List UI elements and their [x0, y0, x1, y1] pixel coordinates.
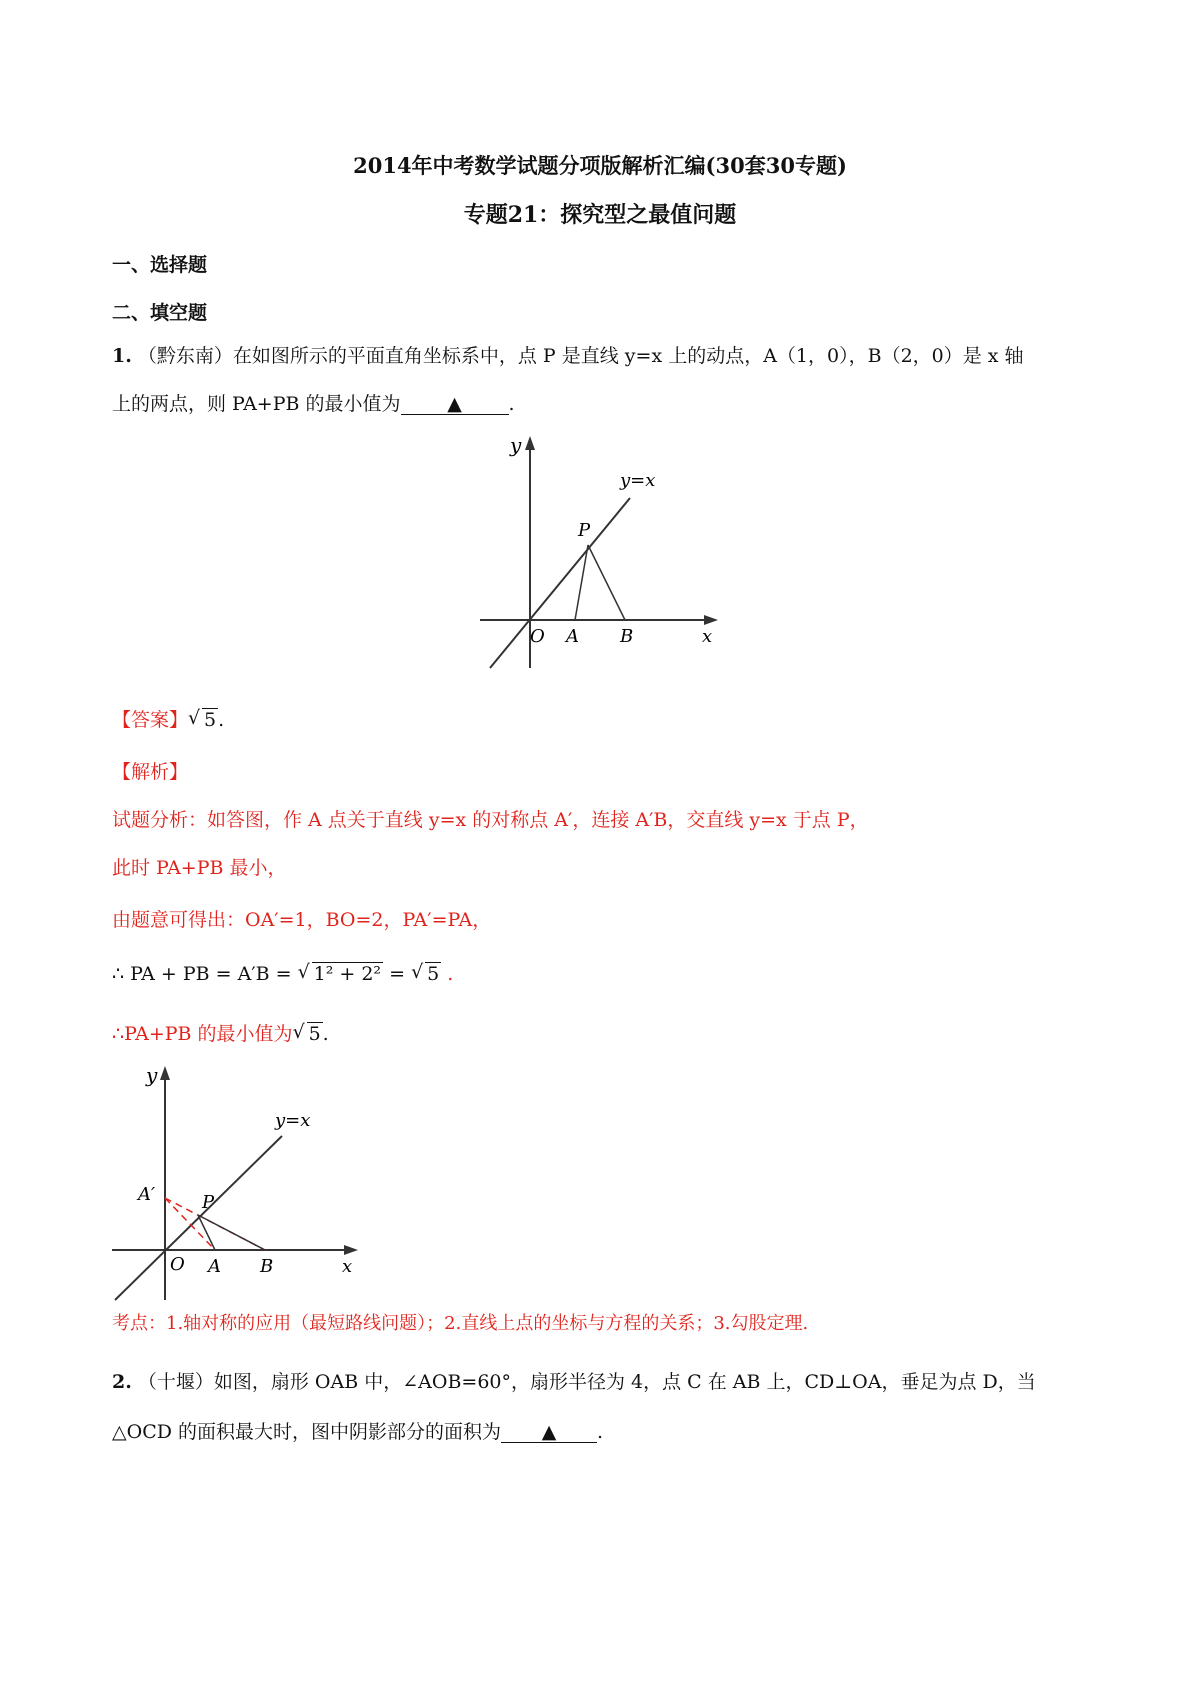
- min-value-period: .: [322, 1023, 329, 1045]
- label-b: B: [620, 626, 634, 647]
- label-x: x: [342, 1256, 353, 1277]
- analysis-line2: 此时 PA+PB 最小，: [112, 857, 287, 879]
- label-p: P: [578, 520, 591, 541]
- label-o: O: [530, 626, 545, 647]
- answer-label: 【答案】: [112, 709, 189, 731]
- y-axis-arrow: [160, 1066, 170, 1080]
- formula-period: .: [441, 963, 454, 985]
- label-a: A: [566, 626, 579, 647]
- analysis-line3: 由题意可得出：OA′=1，BO=2，PA′=PA，: [112, 909, 492, 931]
- q2-number: 2.: [112, 1371, 132, 1393]
- q1-line2: [112, 392, 515, 416]
- q2-period: .: [597, 1421, 604, 1443]
- q1-answer-figure: [110, 1060, 370, 1305]
- label-p: P: [202, 1192, 215, 1213]
- q1-line1: [112, 344, 1024, 368]
- q1-text2: 上的两点，则 PA+PB 的最小值为: [112, 393, 401, 415]
- formula-equals: =: [383, 963, 412, 985]
- analysis-line1: 试题分析：如答图，作 A 点关于直线 y=x 的对称点 A′，连接 A′B，交直线 y=x 于点 P，: [112, 809, 869, 831]
- x-axis-arrow: [704, 615, 718, 625]
- formula-radicand1: 1² + 2²: [313, 963, 382, 985]
- label-a-prime: A′: [138, 1184, 156, 1205]
- page-title: 2014年中考数学试题分项版解析汇编(30套30专题): [353, 153, 847, 178]
- analysis-label: 【解析】: [112, 761, 189, 783]
- label-y: y: [510, 433, 522, 457]
- formula-sqrt1: √ 1² + 2²: [297, 961, 382, 985]
- label-b: B: [260, 1256, 274, 1277]
- q2-answer-blank: ▲: [501, 1422, 597, 1443]
- q2-line1: [112, 1370, 1036, 1394]
- q1-answer-blank: ▲: [401, 394, 509, 415]
- label-o: O: [170, 1254, 185, 1275]
- min-value-radicand: 5: [308, 1023, 321, 1045]
- formula-radicand2: 5: [427, 963, 440, 985]
- analysis-line4: [112, 962, 453, 986]
- line-yx: [115, 1136, 282, 1300]
- label-yx: y=x: [275, 1110, 311, 1131]
- q1-figure: [470, 430, 740, 675]
- label-x: x: [702, 626, 713, 647]
- formula-sqrt2: √ 5: [411, 961, 440, 985]
- q2-text2: △OCD 的面积最大时，图中阴影部分的面积为: [112, 1421, 502, 1443]
- answer-period: .: [218, 709, 225, 731]
- analysis-line5: [112, 1022, 329, 1046]
- page-subtitle: 专题21：探究型之最值问题: [463, 202, 737, 228]
- q2-line2: [112, 1420, 603, 1444]
- q2-text1: （十堰）如图，扇形 OAB 中，∠AOB=60°，扇形半径为 4，点 C 在 AB 上，CD⊥OA，垂足为点 D，当: [137, 1371, 1036, 1393]
- segment-pb: [198, 1215, 265, 1250]
- y-axis-arrow: [525, 436, 535, 450]
- label-yx: y=x: [620, 470, 656, 491]
- key-points: 考点：1.轴对称的应用（最短路线问题）；2.直线上点的坐标与方程的关系；3.勾股定理.: [112, 1313, 809, 1334]
- formula-left: ∴ PA + PB = A′B =: [112, 963, 298, 985]
- section-choice: 一、选择题: [112, 254, 208, 276]
- label-y: y: [146, 1063, 158, 1087]
- answer-sqrt: √ 5: [188, 707, 217, 731]
- min-value-sqrt: √ 5: [292, 1021, 321, 1045]
- section-fill: 二、填空题: [112, 302, 208, 324]
- x-axis-arrow: [344, 1245, 358, 1255]
- q1-period: .: [508, 393, 515, 415]
- answer-radicand: 5: [204, 709, 217, 731]
- min-value-text: ∴PA+PB 的最小值为: [112, 1023, 293, 1045]
- label-a: A: [208, 1256, 221, 1277]
- segment-pb: [588, 545, 625, 620]
- q1-text1: （黔东南）在如图所示的平面直角坐标系中，点 P 是直线 y=x 上的动点，A（1，0），B（2，0）是 x 轴: [137, 345, 1024, 367]
- q1-answer: [112, 708, 224, 732]
- q1-number: 1.: [112, 345, 132, 367]
- line-yx: [490, 498, 630, 668]
